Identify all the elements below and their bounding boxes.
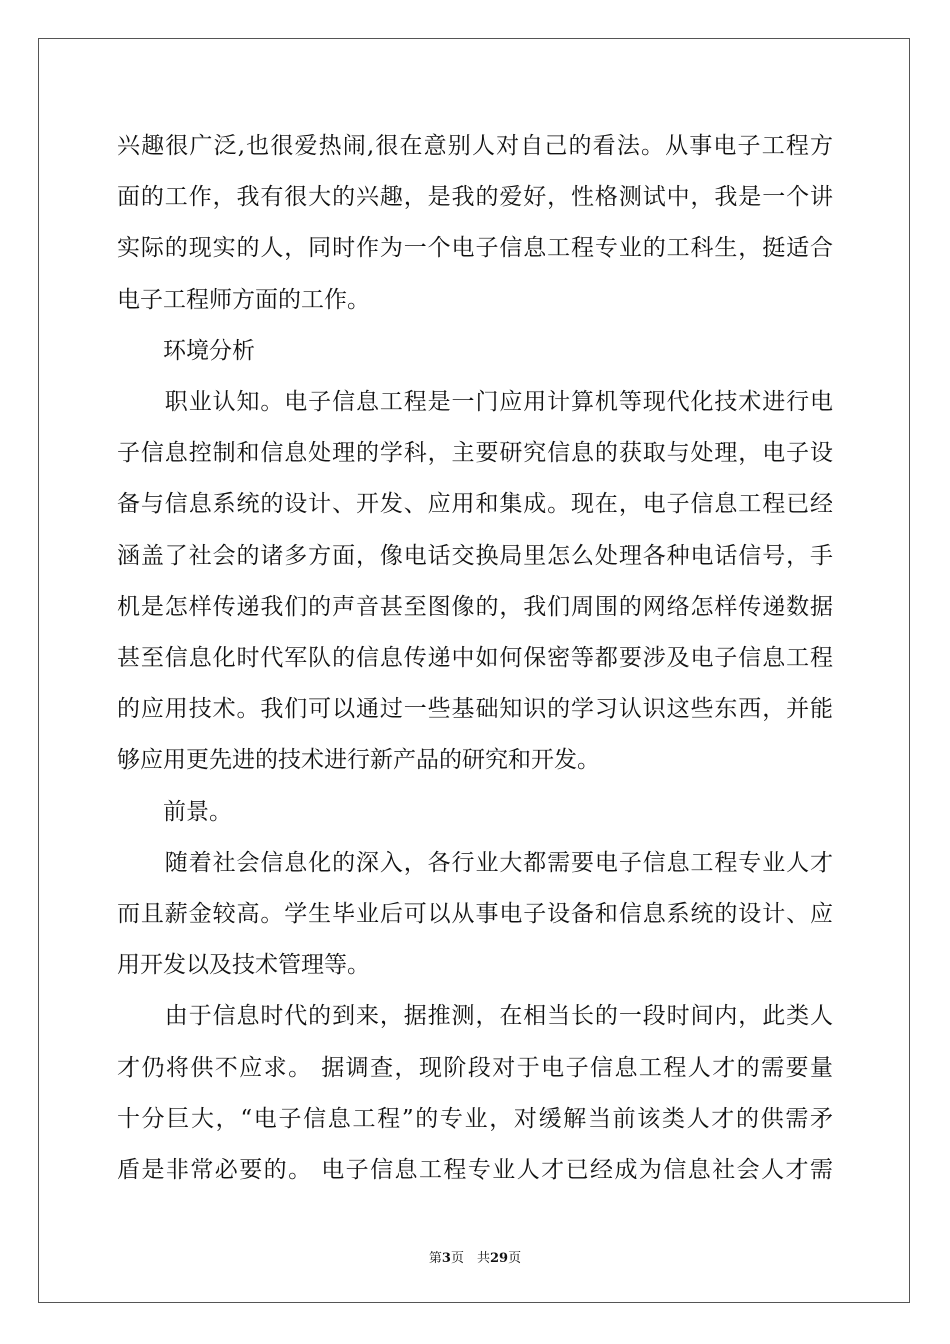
text-line: 实际的现实的人，同时作为一个电子信息工程专业的工科生，挺适合 <box>117 235 833 262</box>
text-line: 十分巨大，“电子信息工程”的专业，对缓解当前该类人才的供需矛 <box>117 1105 833 1132</box>
total-pages-number: 29 <box>489 1251 509 1266</box>
text-line: 备与信息系统的设计、开发、应用和集成。现在，电子信息工程已经 <box>117 491 833 518</box>
text-line: 子信息控制和信息处理的学科，主要研究信息的获取与处理，电子设 <box>117 440 833 467</box>
footer-prefix: 第 <box>428 1251 442 1266</box>
text-line: 面的工作，我有很大的兴趣，是我的爱好，性格测试中，我是一个讲 <box>117 184 833 211</box>
text-line: 职业认知。电子信息工程是一门应用计算机等现代化技术进行电 <box>117 389 833 415</box>
text-line: 由于信息时代的到来，据推测，在相当长的一段时间内，此类人 <box>117 1003 833 1030</box>
text-line: 电子工程师方面的工作。 <box>117 286 370 313</box>
text-line: 随着社会信息化的深入，各行业大都需要电子信息工程专业人才 <box>117 849 833 876</box>
current-page-number: 3 <box>441 1251 451 1266</box>
page-footer <box>0 1247 950 1266</box>
text-line: 前景。 <box>117 798 232 825</box>
footer-suffix: 页 <box>508 1251 522 1266</box>
text-line: 的应用技术。我们可以通过一些基础知识的学习认识这些东西，并能 <box>117 696 833 723</box>
text-line: 盾是非常必要的。 电子信息工程专业人才已经成为信息社会人才需 <box>117 1157 833 1183</box>
footer-middle: 页 共 <box>450 1251 490 1266</box>
text-line: 涵盖了社会的诸多方面，像电话交换局里怎么处理各种电话信号，手 <box>117 542 833 569</box>
text-line: 甚至信息化时代军队的信息传递中如何保密等都要涉及电子信息工程 <box>117 645 833 671</box>
text-line: 环境分析 <box>117 337 255 364</box>
text-line: 才仍将供不应求。 据调查，现阶段对于电子信息工程人才的需要量 <box>117 1054 833 1081</box>
text-line: 兴趣很广泛,也很爱热闹,很在意别人对自己的看法。从事电子工程方 <box>117 133 833 159</box>
text-line: 机是怎样传递我们的声音甚至图像的，我们周围的网络怎样传递数据 <box>117 593 833 620</box>
text-line: 够应用更先进的技术进行新产品的研究和开发。 <box>117 747 600 774</box>
text-line: 而且薪金较高。学生毕业后可以从事电子设备和信息系统的设计、应 <box>117 901 833 927</box>
text-line: 用开发以及技术管理等。 <box>117 952 370 979</box>
